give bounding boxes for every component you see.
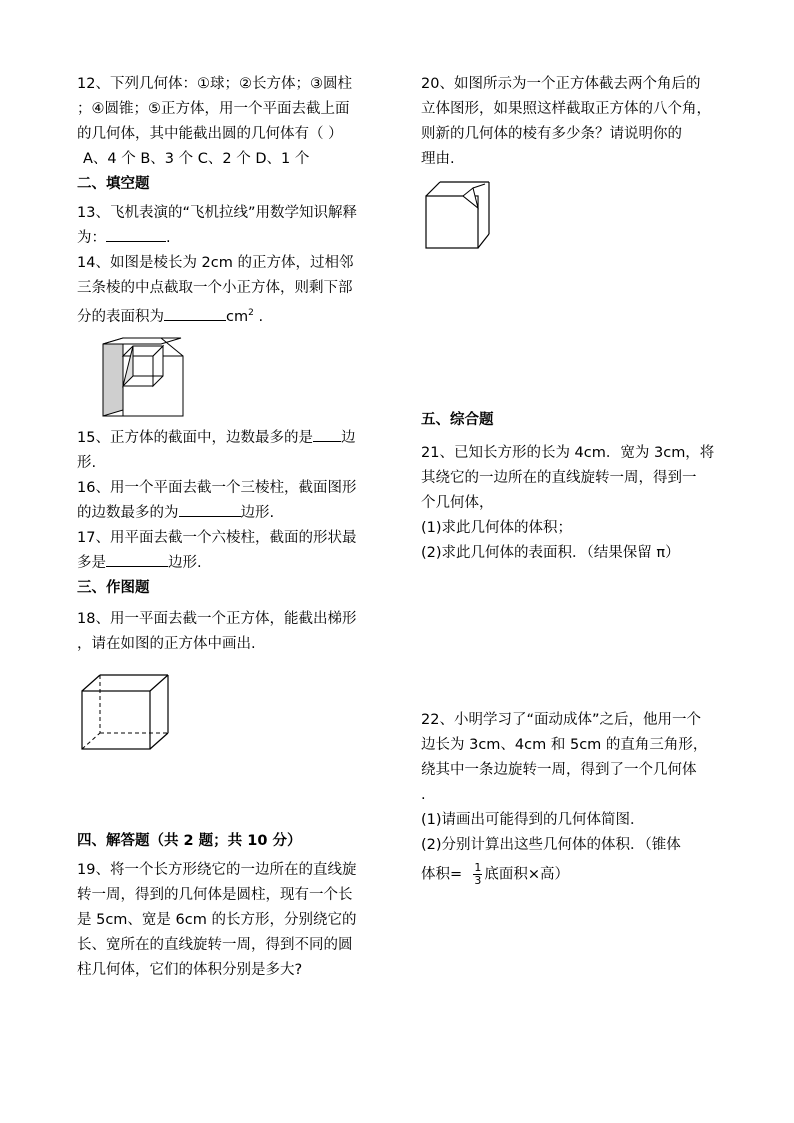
q15-line2: 形.	[77, 454, 97, 471]
q15-line1	[77, 426, 377, 451]
q18-line2: ，请在如图的正方体中画出.	[77, 635, 256, 652]
q16-blank[interactable]	[179, 502, 241, 517]
q17-blank[interactable]	[106, 552, 168, 567]
q15-suffix: 边	[340, 429, 356, 446]
truncated-cube-figure	[423, 180, 495, 252]
q19-line4: 长、宽所在的直线旋转一周，得到不同的圆	[77, 936, 353, 953]
q19-line5: 柱几何体，它们的体积分别是多大?	[77, 961, 303, 978]
q14-line1: 14、如图是棱长为 2cm 的正方体，过相邻	[77, 255, 354, 271]
q17-prefix: 多是	[77, 554, 106, 571]
q22-line6: (2)分别计算出这些几何体的体积．（锥体	[421, 837, 681, 853]
cube-cutout-figure	[101, 336, 191, 422]
q17-line2	[77, 551, 377, 576]
left-column	[77, 72, 377, 983]
one-third-fraction	[473, 862, 482, 887]
q15-blank[interactable]	[313, 427, 341, 442]
fraction-denominator: 3	[474, 874, 482, 887]
q21-line1: 21、已知长方形的长为 4cm．宽为 3cm，将	[421, 445, 715, 461]
section3-heading: 三、作图题	[77, 579, 150, 596]
q14-unit-sup: 2	[248, 308, 254, 318]
q15-prefix: 15、正方体的截面中，边数最多的是	[77, 429, 313, 446]
q22-formula-suffix: 底面积×高）	[484, 866, 570, 883]
section4-heading: 四、解答题（共 2 题；共 10 分）	[77, 832, 302, 849]
q12-line1: 12、下列几何体：①球；②长方体；③圆柱	[77, 76, 352, 92]
q14-line3	[77, 301, 377, 330]
fraction-numerator: 1	[474, 861, 482, 874]
q13-prefix: 为：	[77, 230, 106, 246]
q16-prefix: 的边数最多的为	[77, 504, 179, 521]
q17-line1: 17、用平面去截一个六棱柱，截面的形状最	[77, 529, 357, 546]
q14-prefix: 分的表面积为	[77, 308, 164, 325]
q22-line4: .	[421, 787, 426, 803]
q21-line5: (2)求此几何体的表面积．（结果保留 π）	[421, 545, 680, 561]
q14-unit: cm	[226, 308, 249, 325]
q16-line2	[77, 501, 377, 526]
q13-line2	[77, 226, 377, 251]
section2-heading: 二、填空题	[77, 176, 150, 192]
q22-line7	[421, 862, 726, 888]
q12-options: A、4 个 B、3 个 C、2 个 D、1 个	[83, 151, 310, 167]
q21-line4: (1)求此几何体的体积；	[421, 520, 573, 536]
q20-line3: 则新的几何体的棱有多少条？请说明你的	[421, 126, 682, 142]
cube-figure[interactable]	[79, 673, 171, 755]
q12-line3: 的几何体，其中能截出圆的几何体有（ ）	[77, 126, 343, 142]
q19-line1: 19、将一个长方形绕它的一边所在的直线旋	[77, 861, 357, 878]
q13-line1: 13、飞机表演的“飞机拉线”用数学知识解释	[77, 205, 357, 221]
q22-line2: 边长为 3cm、4cm 和 5cm 的直角三角形，	[421, 737, 708, 753]
q19-line2: 转一周，得到的几何体是圆柱，现有一个长	[77, 886, 353, 903]
q14-suffix: .	[253, 308, 264, 325]
q22-line1: 22、小明学习了“面动成体”之后，他用一个	[421, 712, 701, 728]
right-column	[421, 72, 726, 888]
q13-blank[interactable]	[106, 227, 166, 242]
q22-line3: 绕其中一条边旋转一周，得到了一个几何体	[421, 762, 697, 778]
q20-line1: 20、如图所示为一个正方体截去两个角后的	[421, 76, 701, 92]
q14-line2: 三条棱的中点截取一个小正方体，则剩下部	[77, 280, 353, 296]
q22-formula-prefix: 体积=	[421, 866, 463, 883]
q18-line1: 18、用一平面去截一个正方体，能截出梯形	[77, 610, 357, 627]
q20-line2: 立体图形，如果照这样截取正方体的八个角，	[421, 101, 711, 117]
q13-suffix: .	[166, 230, 171, 246]
q16-suffix: 边形.	[240, 504, 275, 521]
q12-line2: ；④圆锥；⑤正方体，用一个平面去截上面	[77, 101, 350, 117]
q21-line2: 其绕它的一边所在的直线旋转一周，得到一	[421, 470, 697, 486]
q16-line1: 16、用一个平面去截一个三棱柱，截面图形	[77, 479, 357, 496]
q20-line4: 理由.	[421, 151, 455, 167]
q22-line5: (1)请画出可能得到的几何体简图．	[421, 812, 645, 828]
q17-suffix: 边形.	[168, 554, 202, 571]
q14-blank[interactable]	[164, 306, 226, 321]
q19-line3: 是 5cm、宽是 6cm 的长方形，分别绕它的	[77, 911, 357, 928]
q21-line3: 个几何体，	[421, 495, 494, 511]
section5-heading: 五、综合题	[421, 412, 494, 428]
